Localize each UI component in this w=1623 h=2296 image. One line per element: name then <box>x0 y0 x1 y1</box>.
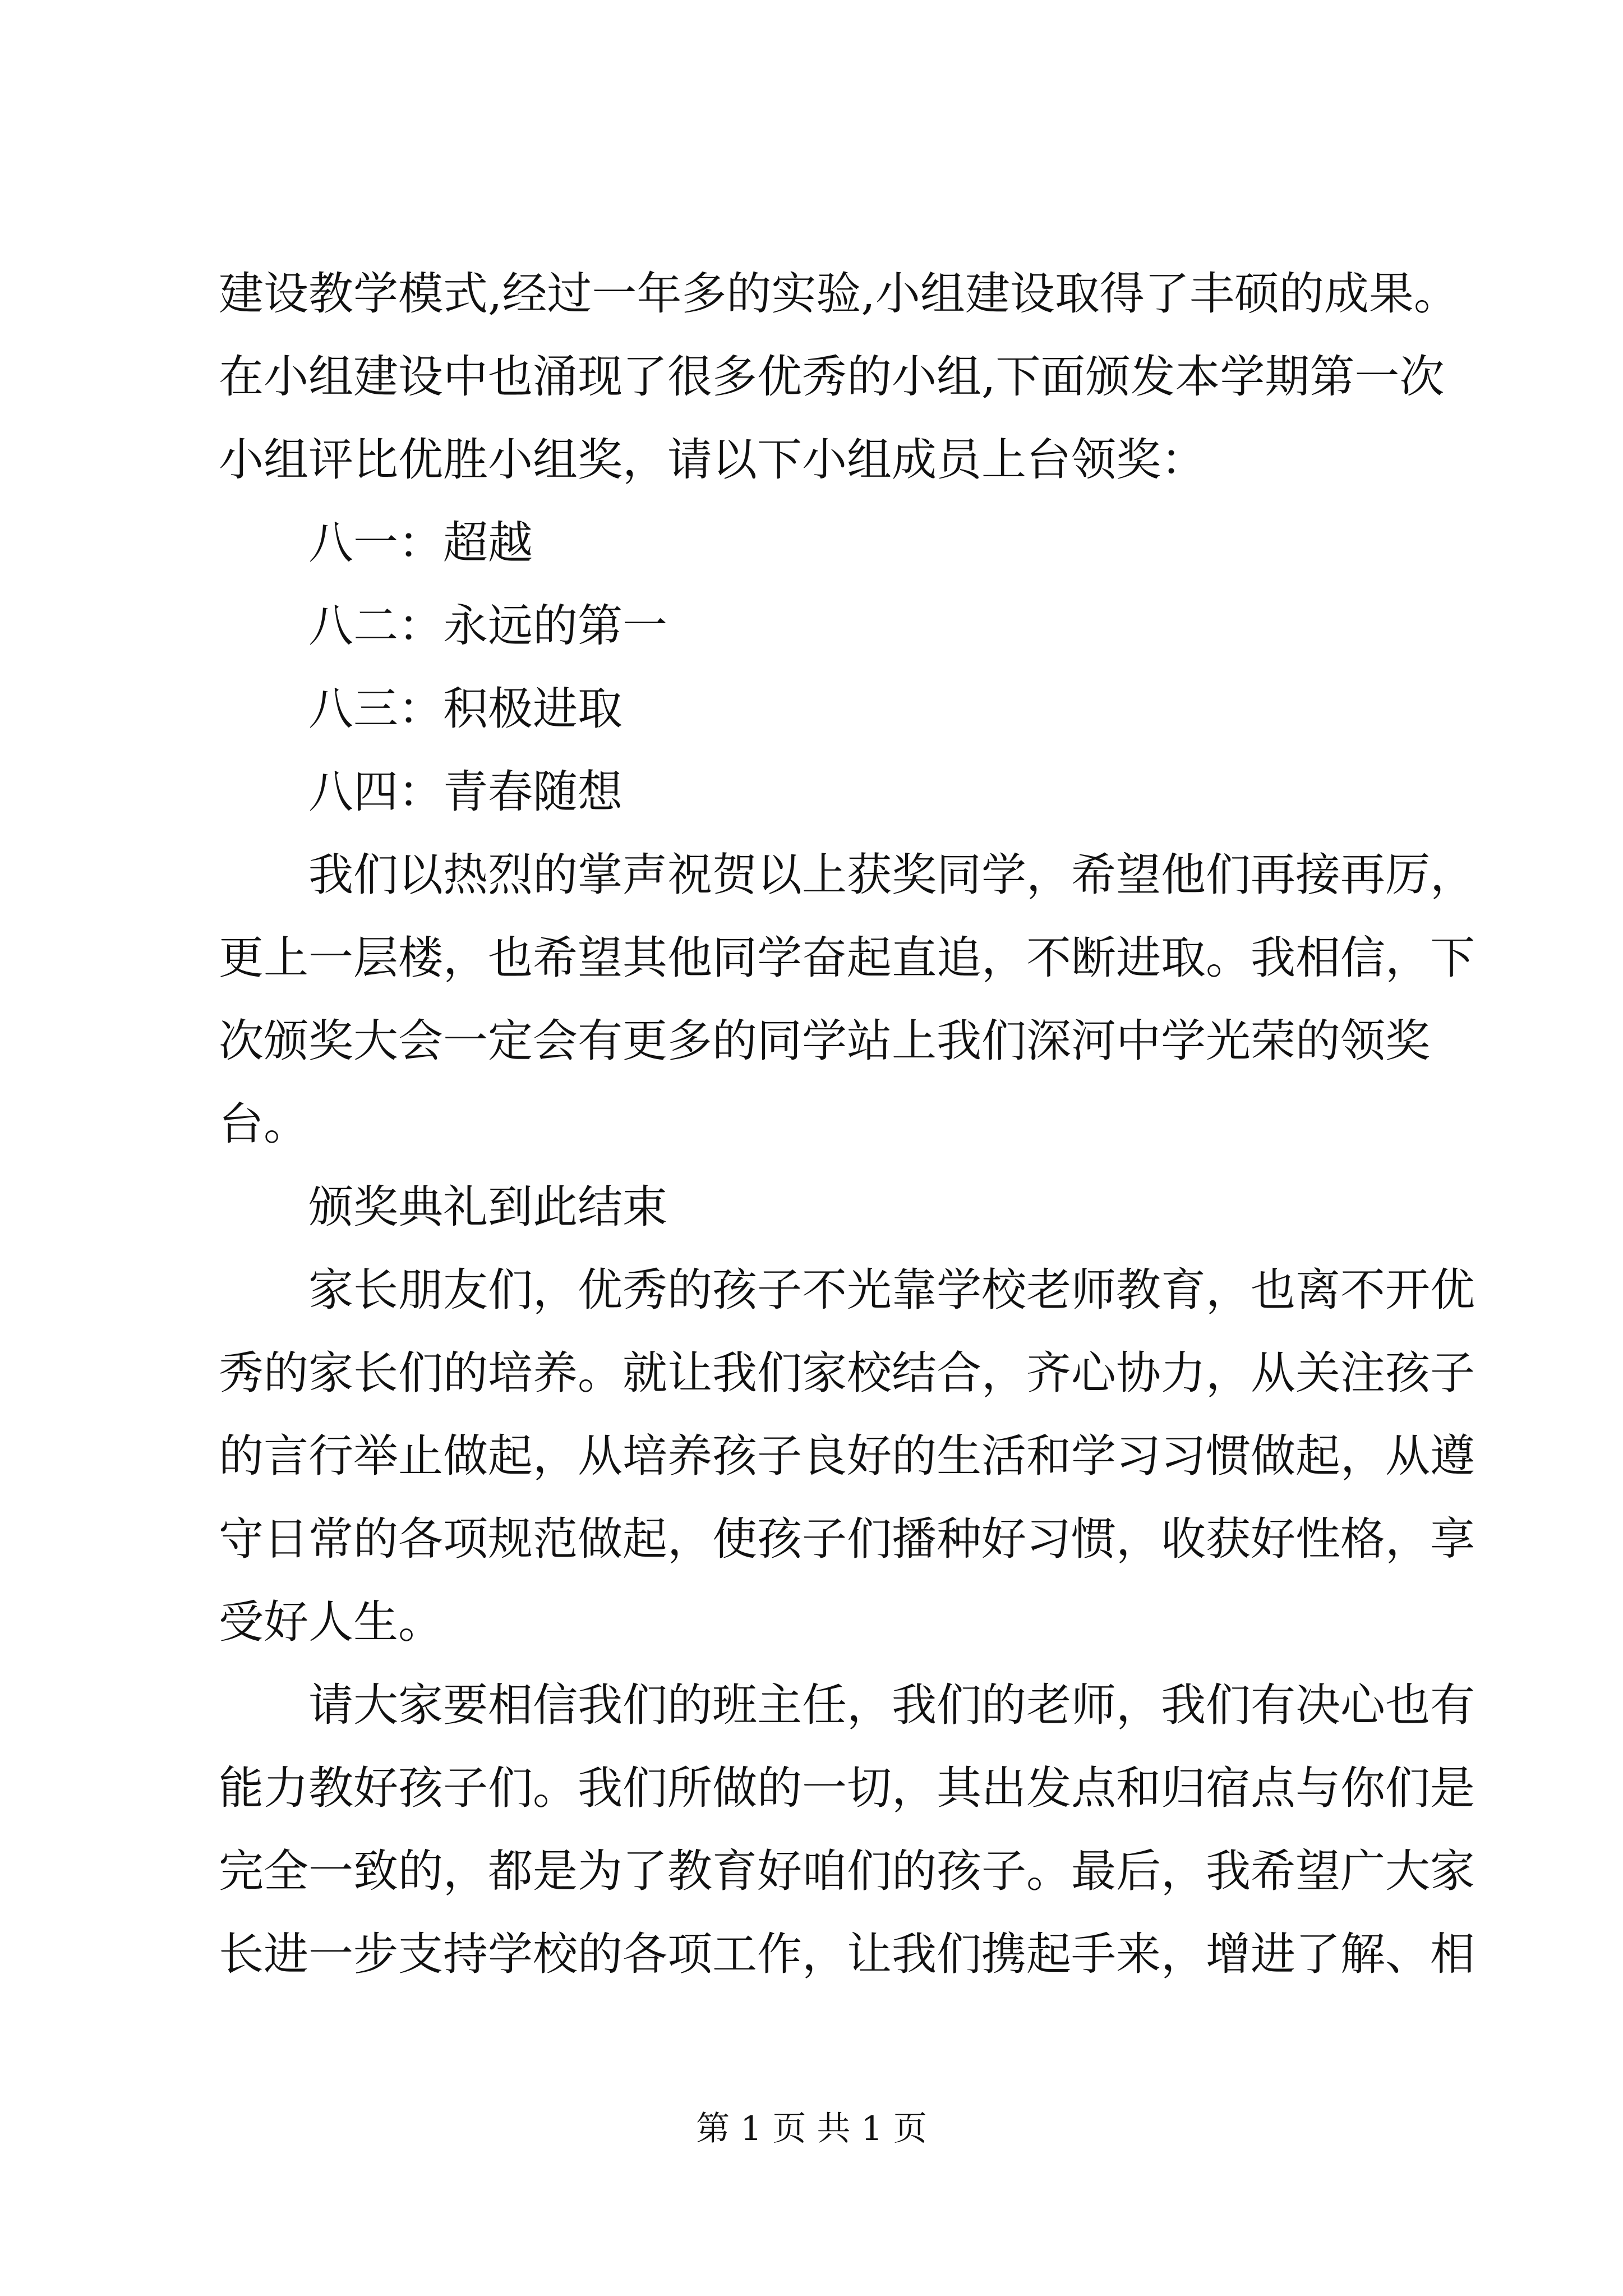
award-item: 八四：青春随想 <box>308 766 623 818</box>
text-line: 完全一致的，都是为了教育好咱们的孩子。最后，我希望广大家 <box>219 1845 1475 1897</box>
text-line: 次颁奖大会一定会有更多的同学站上我们深河中学光荣的领奖 <box>219 1015 1430 1067</box>
text-line: 在小组建设中也涌现了很多优秀的小组,下面颁发本学期第一次 <box>219 351 1445 403</box>
text-line: 更上一层楼，也希望其他同学奋起直追，不断进取。我相信，下 <box>219 932 1475 984</box>
text-line: 秀的家长们的培养。就让我们家校结合，齐心协力，从关注孩子 <box>219 1347 1475 1399</box>
text-line: 的言行举止做起，从培养孩子良好的生活和学习习惯做起，从遵 <box>219 1430 1475 1482</box>
paragraph-start: 请大家要相信我们的班主任，我们的老师，我们有决心也有 <box>308 1679 1475 1731</box>
text-line: 受好人生。 <box>219 1596 443 1648</box>
text-line: 长进一步支持学校的各项工作，让我们携起手来，增进了解、相 <box>219 1928 1475 1980</box>
text-line: 小组评比优胜小组奖，请以下小组成员上台领奖： <box>219 434 1206 486</box>
text-line: 建设教学模式,经过一年多的实验,小组建设取得了丰硕的成果。 <box>219 268 1459 320</box>
text-line: 守日常的各项规范做起，使孩子们播种好习惯，收获好性格，享 <box>219 1513 1475 1565</box>
paragraph-start: 家长朋友们，优秀的孩子不光靠学校老师教育，也离不开优 <box>308 1264 1475 1316</box>
text-line: 台。 <box>219 1098 308 1150</box>
text-line: 能力教好孩子们。我们所做的一切，其出发点和归宿点与你们是 <box>219 1762 1475 1814</box>
page-number-footer: 第 1 页 共 1 页 <box>696 2109 927 2148</box>
paragraph-start: 颁奖典礼到此结束 <box>308 1181 667 1233</box>
document-body <box>219 252 1475 1996</box>
award-item: 八二：永远的第一 <box>308 600 667 652</box>
award-item: 八三：积极进取 <box>308 683 623 735</box>
paragraph-start: 我们以热烈的掌声祝贺以上获奖同学，希望他们再接再厉， <box>308 849 1475 901</box>
award-item: 八一：超越 <box>308 517 533 569</box>
